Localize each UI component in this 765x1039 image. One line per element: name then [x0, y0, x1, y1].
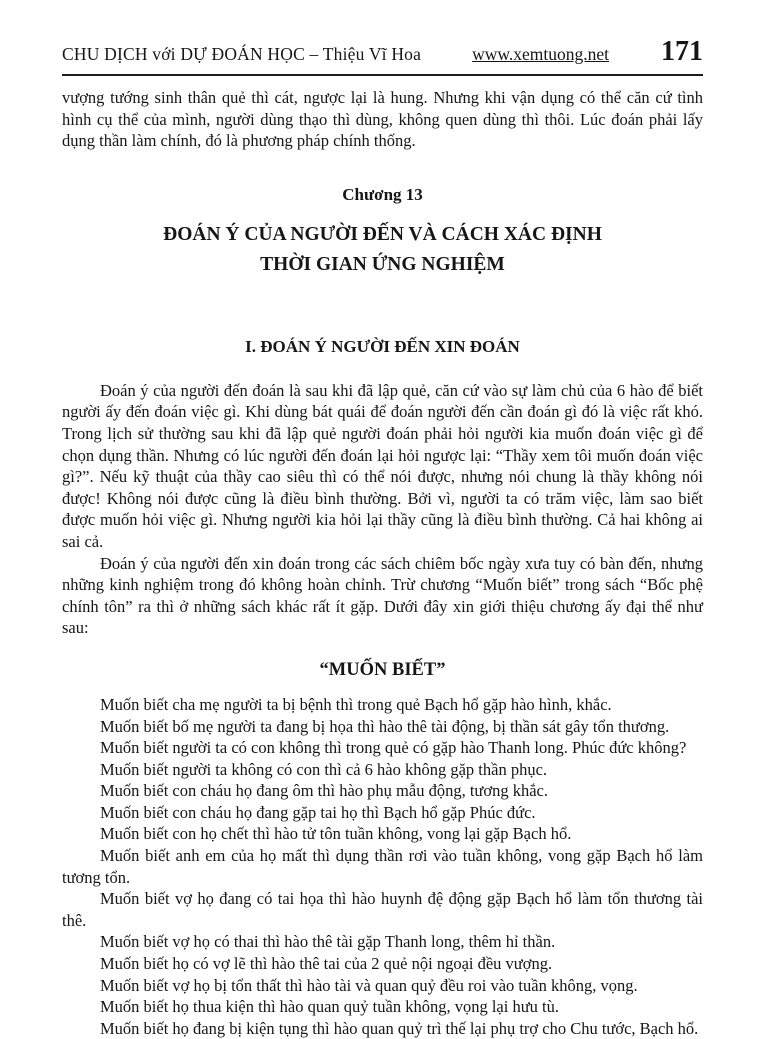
muon-biet-item: Muốn biết người ta không có con thì cả 6 hào không gặp thần phục. [100, 759, 548, 779]
muon-biet-item: Muốn biết người ta có con không thì trong quẻ có gặp hào Thanh long. Phúc đức không? [100, 738, 687, 758]
chapter-title-line-1: ĐOÁN Ý CỦA NGƯỜI ĐẾN VÀ CÁCH XÁC ĐỊNH [163, 223, 602, 245]
section-heading: I. ĐOÁN Ý NGƯỜI ĐẾN XIN ĐOÁN [245, 336, 520, 356]
muon-biet-heading: “MUỐN BIẾT” [319, 659, 446, 680]
muon-biet-item: Muốn biết anh em của họ mất thì dụng thần rơi vào tuần không, vong gặp Bạch hổ làm tương tổn. [62, 846, 703, 887]
muon-biet-item: Muốn biết con họ chết thì hào tử tôn tuần không, vong lại gặp Bạch hổ. [100, 824, 572, 844]
muon-biet-item: Muốn biết họ đang bị kiện tụng thì hào quan quỷ trì thế lại phụ trợ cho Chu tước, Bạch hổ. [100, 1018, 699, 1038]
muon-biet-item: Muốn biết bố mẹ người ta đang bị họa thì hào thê tài động, bị thần sát gây tổn thương. [100, 716, 670, 736]
muon-biet-item: Muốn biết con cháu họ đang gặp tai họ thì Bạch hổ gặp Phúc đức. [100, 802, 536, 822]
muon-biet-item: Muốn biết vợ họ có thai thì hào thê tài gặp Thanh long, thêm hỉ thần. [100, 932, 556, 952]
muon-biet-item: Muốn biết vợ họ đang có tai họa thì hào huynh đệ động gặp Bạch hổ làm tổn thương tài thê. [62, 889, 703, 930]
chapter-title-line-2: THỜI GIAN ỨNG NGHIỆM [260, 253, 505, 275]
muon-biet-item: Muốn biết cha mẹ người ta bị bệnh thì trong quẻ Bạch hổ gặp hào hình, khắc. [100, 694, 612, 714]
muon-biet-item: Muốn biết họ có vợ lẽ thì hào thê tai của 2 quẻ nội ngoại đều vượng. [100, 954, 553, 974]
section-paragraph: Đoán ý của người đến đoán là sau khi đã lập quẻ, căn cứ vào sự làm chủ của 6 hào để biết người ấy đến đoán việc gì. Khi dùng bát quái để đoán người đến cần đoán gì đó là việc rất khó. Trong lịch sử thường sau khi đã lập quẻ người đoán phải hỏi người kia muốn đoán việc gì để chọn dụng thần. Nhưng có lúc người đến đoán lại hỏi ngược lại: “Thầy xem tôi muốn đoán việc gì?”. Nếu kỹ thuật của thầy cao siêu thì có thể nói được, nhưng nói chung là thầy không nói được! Không nói được cũng là điều bình thường. Bởi vì, người ta có trăm việc, làm sao biết được muốn hỏi việc gì. Nhưng người kia hỏi lại thầy cũng là điều bình thường. Cả hai không ai sai cả. [62, 380, 703, 551]
muon-biet-item: Muốn biết vợ họ bị tổn thất thì hào tài và quan quỷ đều roi vào tuần không, vọng. [100, 975, 638, 995]
section-paragraph: Đoán ý của người đến xin đoán trong các sách chiêm bốc ngày xưa tuy có bàn đến, nhưng những kinh nghiệm trong đó không hoàn chỉnh. Trừ chương “Muốn biết” trong sách “Bốc phệ chính tôn” ra thì ở những sách khác rất ít gặp. Dưới đây xin giới thiệu chương ấy đại thể như sau: [62, 553, 703, 638]
chapter-title [62, 220, 703, 280]
muon-biet-item: Muốn biết con cháu họ đang ôm thì hào phụ mẫu động, tương khắc. [100, 781, 548, 801]
chapter-label: Chương 13 [342, 184, 423, 204]
page-header [62, 38, 703, 76]
intro-paragraph: vượng tướng sinh thân quẻ thì cát, ngược lại là hung. Nhưng khi vận dụng có thể căn cứ tình hình cụ thể của mình, người dùng thạo thì dùng, không quen dùng thì thôi. Lúc đoán phải lấy dụng thần làm chính, đó là phương pháp chính thống. [62, 88, 703, 151]
page-number: 171 [661, 36, 703, 67]
running-head-title: CHU DỊCH với DỰ ĐOÁN HỌC – Thiệu Vĩ Hoa [62, 44, 422, 64]
muon-biet-item: Muốn biết họ thua kiện thì hào quan quỷ tuần không, vọng lại hưu tù. [100, 997, 559, 1017]
website-link[interactable]: www.xemtuong.net [472, 44, 609, 64]
